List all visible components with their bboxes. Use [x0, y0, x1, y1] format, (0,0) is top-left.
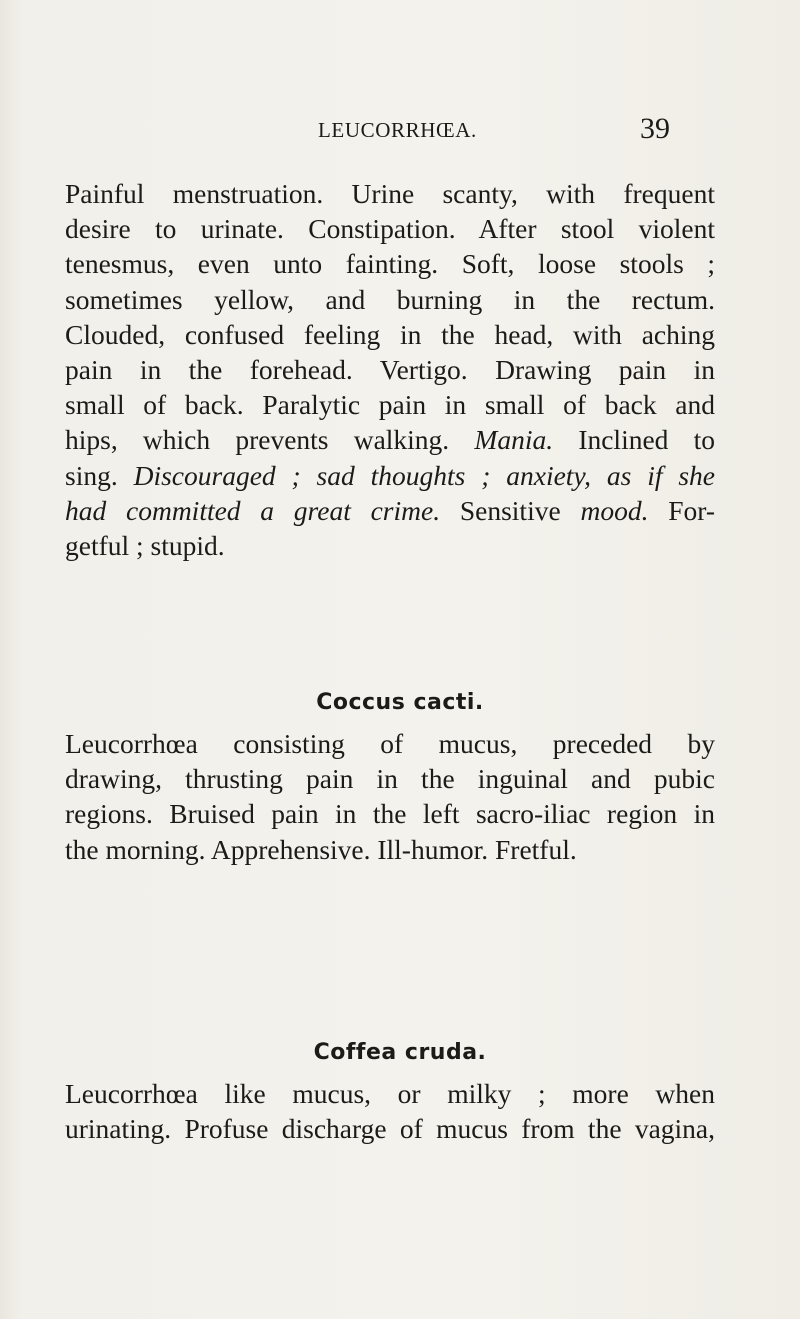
text-line: Painful menstruation. Urine scanty, with frequent — [65, 178, 715, 209]
italic-phrase: had committed a great crime. — [65, 494, 441, 526]
running-header — [0, 112, 800, 148]
text-line — [65, 422, 715, 457]
text-line: urinating. Profuse discharge of mucus from the vagina, — [65, 1113, 715, 1145]
text-line — [65, 493, 715, 528]
text-run: sing. — [65, 459, 118, 491]
heading-coccus-cacti: Coccus cacti. — [316, 690, 484, 715]
text-line: regions. Bruised pain in the left sacro-iliac region in — [65, 798, 715, 830]
text-line: tenesmus, even unto fainting. Soft, loose stools ; — [65, 248, 715, 280]
text-line: sometimes yellow, and burning in the rectum. — [65, 283, 715, 315]
paragraph-coccus — [65, 726, 715, 867]
text-run: Sensitive — [459, 494, 561, 526]
italic-term-mood: mood. — [580, 494, 649, 526]
text-line: pain in the forehead. Vertigo. Drawing pain in — [65, 354, 715, 386]
running-title: LEUCORRHŒA. — [318, 118, 477, 142]
heading-coffea-cruda: Coffea cruda. — [313, 1040, 487, 1065]
text-line: Leucorrhœa like mucus, or milky ; more when — [65, 1078, 715, 1109]
text-line: drawing, thrusting pain in the inguinal and pubic — [65, 763, 715, 795]
text-line: getful ; stupid. — [65, 530, 225, 562]
text-run: Inclined to — [578, 424, 716, 456]
text-run: For- — [668, 494, 716, 526]
text-line: desire to urinate. Constipation. After stool violent — [65, 213, 715, 245]
text-line: Clouded, confused feeling in the head, with aching — [65, 318, 715, 350]
page-number: 39 — [640, 112, 670, 145]
text-line: Leucorrhœa consisting of mucus, preceded by — [65, 728, 715, 759]
text-run: hips, which prevents walking. — [65, 424, 450, 456]
text-line: the morning. Apprehensive. Ill-humor. Fretful. — [65, 833, 577, 865]
paragraph-coffea — [65, 1076, 715, 1146]
text-line: small of back. Paralytic pain in small of back and — [65, 389, 715, 421]
italic-term-mania: Mania. — [474, 424, 554, 456]
paragraph-1 — [65, 176, 715, 563]
text-line — [65, 458, 715, 493]
italic-phrase: Discouraged ; sad thoughts ; anxiety, as if she — [133, 459, 715, 491]
